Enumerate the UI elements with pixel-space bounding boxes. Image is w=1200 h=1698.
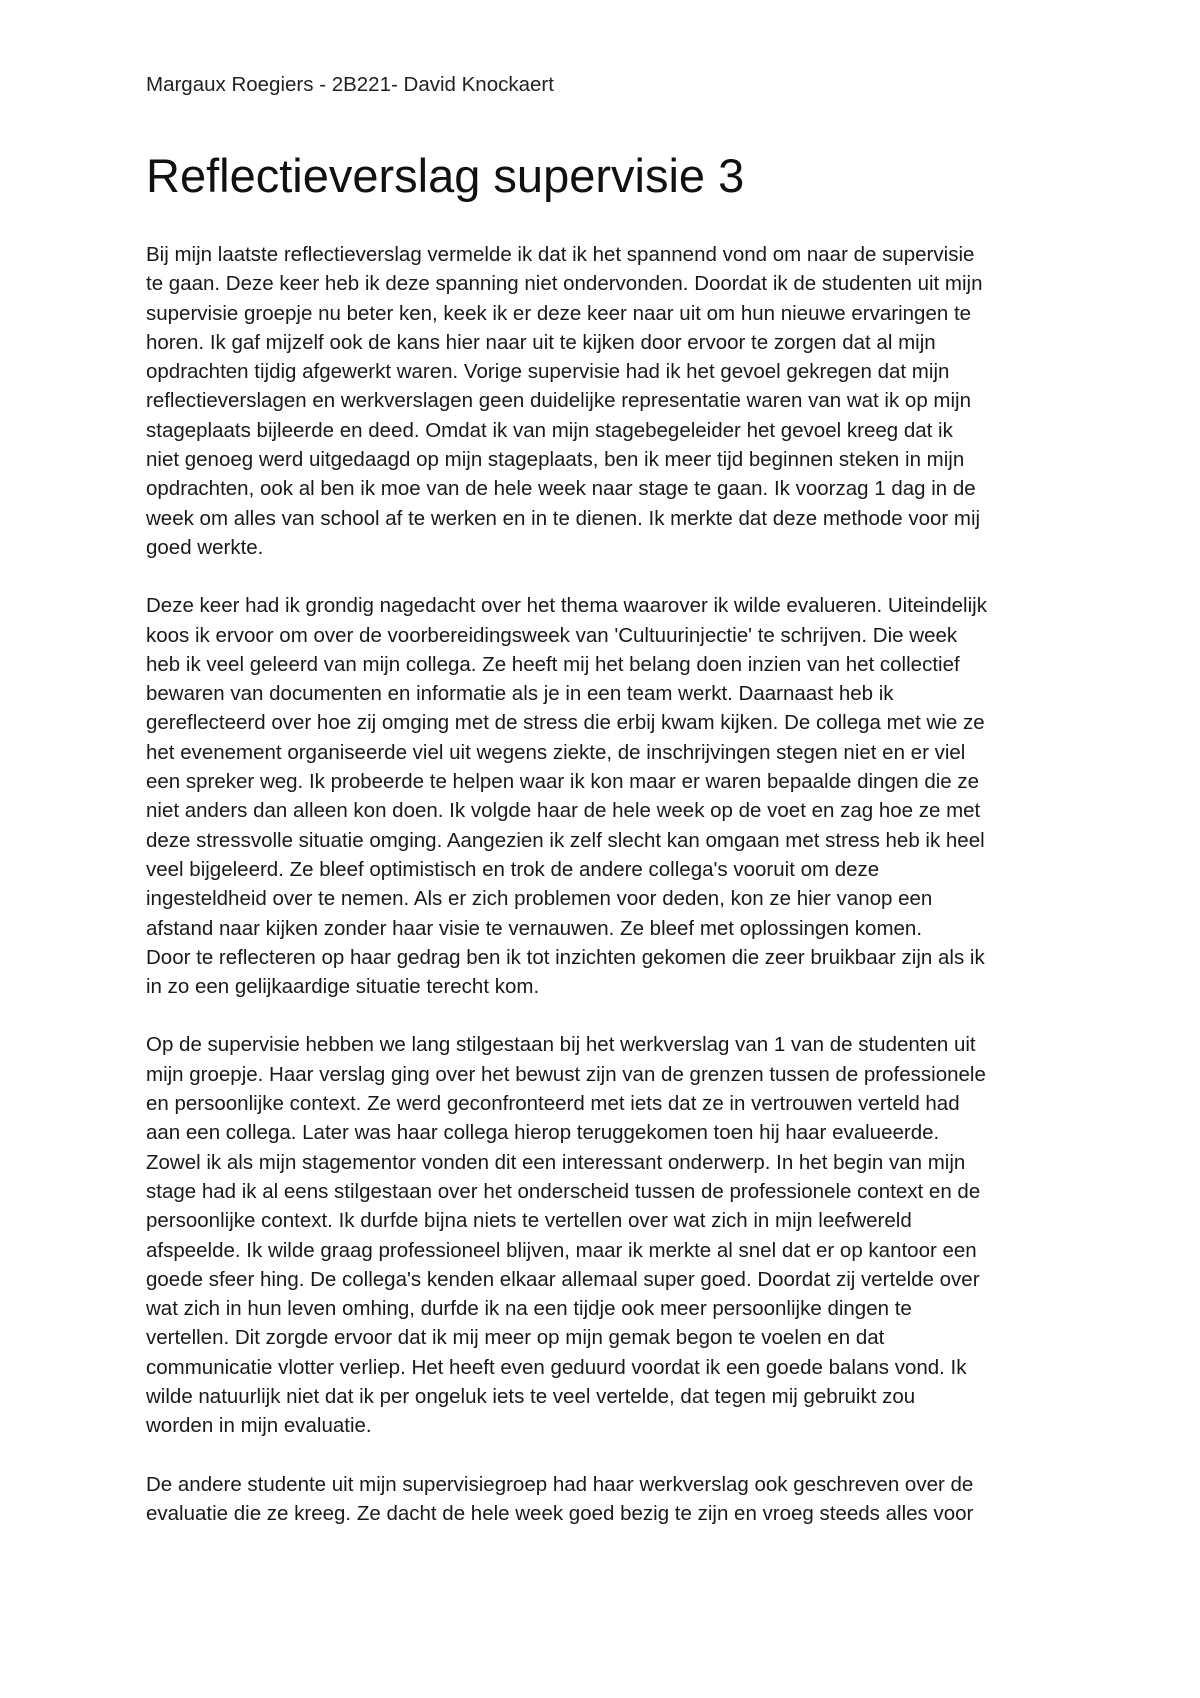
text-line: niet anders dan alleen kon doen. Ik volgde haar de hele week op de voet en zag hoe ze met [146, 799, 981, 823]
text-line: persoonlijke context. Ik durfde bijna niets te vertellen over wat zich in mijn leefwereld [146, 1209, 912, 1233]
paragraph-3 [146, 1030, 1066, 1440]
text-line: gereflecteerd over hoe zij omging met de stress die erbij kwam kijken. De collega met wie ze [146, 711, 985, 735]
text-line: heb ik veel geleerd van mijn collega. Ze heeft mij het belang doen inzien van het collectief [146, 652, 960, 676]
text-line: afspeelde. Ik wilde graag professioneel blijven, maar ik merkte al snel dat er op kantoor een [146, 1238, 977, 1262]
text-line: week om alles van school af te werken en in te dienen. Ik merkte dat deze methode voor mij [146, 506, 981, 530]
text-line: communicatie vlotter verliep. Het heeft even geduurd voordat ik een goede balans vond. Ik [146, 1355, 967, 1379]
text-line: niet genoeg werd uitgedaagd op mijn stageplaats, ben ik meer tijd beginnen steken in mijn [146, 448, 965, 472]
text-line: stage had ik al eens stilgestaan over het onderscheid tussen de professionele context en de [146, 1179, 981, 1203]
paragraph-2 [146, 591, 1066, 1001]
text-line: Bij mijn laatste reflectieverslag vermelde ik dat ik het spannend vond om naar de supervisie [146, 243, 975, 266]
document-body [146, 240, 1066, 1557]
text-line: en persoonlijke context. Ze werd geconfronteerd met iets dat ze in vertrouwen verteld had [146, 1092, 960, 1116]
text-line: veel bijgeleerd. Ze bleef optimistisch en trok de andere collega's vooruit om deze [146, 857, 880, 881]
text-line: stageplaats bijleerde en deed. Omdat ik van mijn stagebegeleider het gevoel kreeg dat ik [146, 418, 953, 442]
text-line: wat zich in hun leven omhing, durfde ik na een tijdje ook meer persoonlijke dingen te [146, 1297, 912, 1321]
text-line: reflectieverslagen en werkverslagen geen duidelijke representatie waren van wat ik op mijn [146, 389, 972, 413]
text-line: horen. Ik gaf mijzelf ook de kans hier naar uit te kijken door ervoor te zorgen dat al mijn [146, 330, 936, 354]
text-line: worden in mijn evaluatie. [146, 1414, 372, 1438]
text-line: wilde natuurlijk niet dat ik per ongeluk iets te veel vertelde, dat tegen mij gebruikt zou [146, 1384, 916, 1408]
text-line: in zo een gelijkaardige situatie terecht kom. [146, 975, 540, 999]
text-line: Door te reflecteren op haar gedrag ben ik tot inzichten gekomen die zeer bruikbaar zijn als ik [146, 945, 985, 969]
text-line: Deze keer had ik grondig nagedacht over het thema waarover ik wilde evalueren. Uiteindelijk [146, 594, 987, 618]
paragraph-4 [146, 1470, 1066, 1529]
text-line: bewaren van documenten en informatie als je in een team werkt. Daarnaast heb ik [146, 682, 894, 706]
text-line: mijn groepje. Haar verslag ging over het bewust zijn van de grenzen tussen de professionele [146, 1062, 986, 1086]
author-line: Margaux Roegiers - 2B221- David Knockaert [146, 73, 554, 96]
text-line: Zowel ik als mijn stagementor vonden dit een interessant onderwerp. In het begin van mijn [146, 1150, 966, 1174]
text-line: koos ik ervoor om over de voorbereidingsweek van 'Cultuurinjectie' te schrijven. Die week [146, 623, 958, 647]
text-line: opdrachten, ook al ben ik moe van de hele week naar stage te gaan. Ik voorzag 1 dag in de [146, 477, 976, 501]
text-line: ingesteldheid over te nemen. Als er zich problemen voor deden, kon ze hier vanop een [146, 887, 933, 911]
page-title: Reflectieverslag supervisie 3 [146, 149, 745, 202]
text-line: evaluatie die ze kreeg. Ze dacht de hele week goed bezig te zijn en vroeg steeds alles voor [146, 1501, 974, 1525]
document-page [146, 72, 1066, 1525]
text-line: aan een collega. Later was haar collega hierop teruggekomen toen hij haar evalueerde. [146, 1121, 940, 1145]
paragraph-1 [146, 240, 1066, 562]
text-line: deze stressvolle situatie omging. Aangezien ik zelf slecht kan omgaan met stress heb ik heel [146, 828, 985, 852]
text-line: De andere studente uit mijn supervisiegroep had haar werkverslag ook geschreven over de [146, 1472, 974, 1496]
text-line: het evenement organiseerde viel uit wegens ziekte, de inschrijvingen stegen niet en er viel [146, 740, 966, 764]
text-line: vertellen. Dit zorgde ervoor dat ik mij meer op mijn gemak begon te voelen en dat [146, 1326, 885, 1350]
text-line: supervisie groepje nu beter ken, keek ik er deze keer naar uit om hun nieuwe ervaringen te [146, 301, 972, 325]
text-line: te gaan. Deze keer heb ik deze spanning niet ondervonden. Doordat ik de studenten uit mijn [146, 272, 983, 296]
text-line: goede sfeer hing. De collega's kenden elkaar allemaal super goed. Doordat zij vertelde over [146, 1267, 980, 1291]
text-line: afstand naar kijken zonder haar visie te vernauwen. Ze bleef met oplossingen komen. [146, 916, 923, 940]
text-line: Op de supervisie hebben we lang stilgestaan bij het werkverslag van 1 van de studenten uit [146, 1033, 976, 1057]
text-line: goed werkte. [146, 535, 264, 559]
text-line: een spreker weg. Ik probeerde te helpen waar ik kon maar er waren bepaalde dingen die ze [146, 770, 980, 794]
text-line: opdrachten tijdig afgewerkt waren. Vorige supervisie had ik het gevoel gekregen dat mijn [146, 360, 950, 384]
